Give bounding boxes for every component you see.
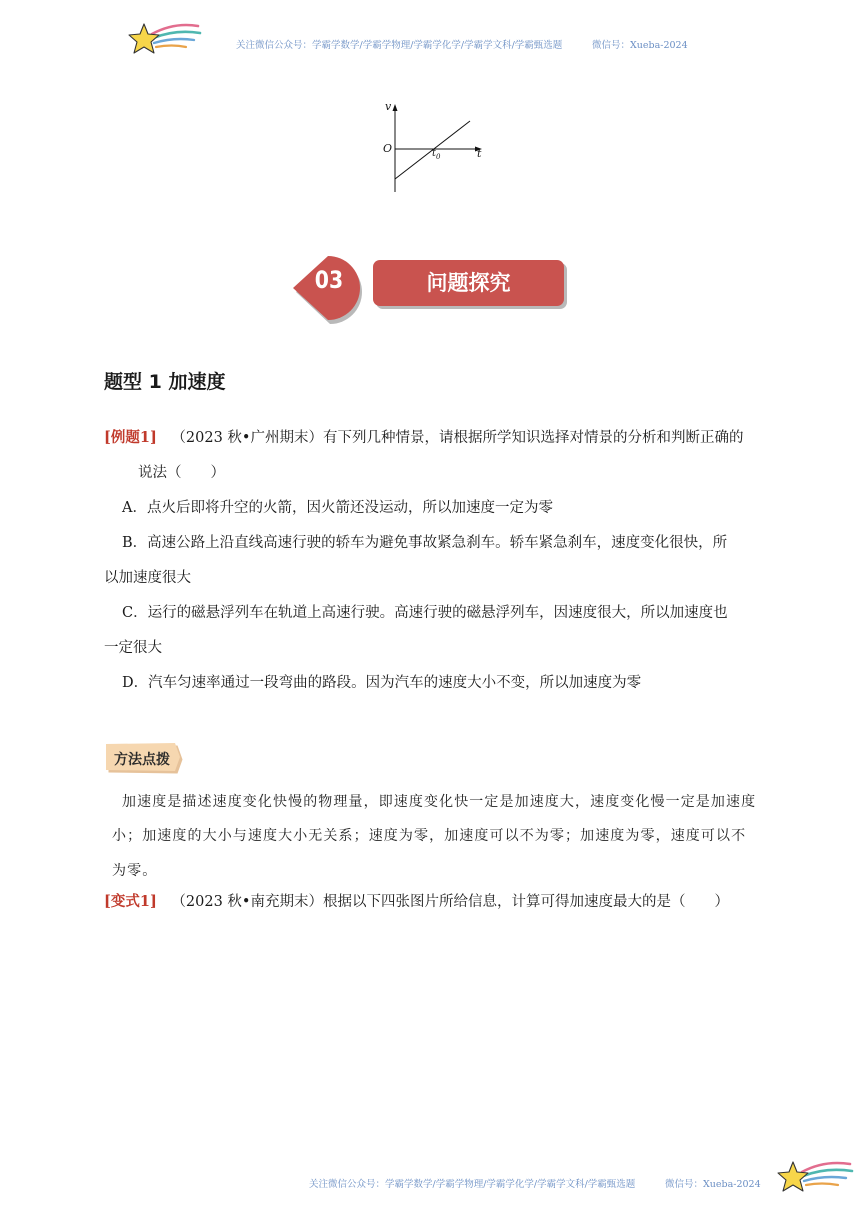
- header-wechat-id: 微信号：Xueba-2024: [592, 40, 688, 51]
- footer: [0, 1150, 868, 1227]
- vt-t0-label: [432, 148, 441, 161]
- method-line-1: 加速度是描述速度变化快慢的物理量，即速度变化快一定是加速度大，速度变化慢一定是加速度: [122, 794, 757, 810]
- header: [0, 0, 868, 70]
- example-1-stem-line1: （2023 秋•广州期末）有下列几种情景，请根据所学知识选择对情景的分析和判断正确的: [171, 430, 744, 446]
- method-badge: [104, 742, 180, 772]
- variant-1-tag: [变式1]: [104, 893, 157, 910]
- shooting-star-icon: [776, 1156, 854, 1200]
- example-1-tag: [例题1]: [104, 429, 157, 446]
- method-badge-label: 方法点拨: [114, 752, 170, 768]
- method-line-2: 小；加速度的大小与速度大小无关系；速度为零，加速度可以不为零；加速度为零，速度可以不: [112, 828, 747, 844]
- option-d: D．汽车匀速率通过一段弯曲的路段。因为汽车的速度大小不变，所以加速度为零: [122, 675, 642, 691]
- example-1-stem-line2: 说法（ ）: [138, 465, 225, 481]
- vt-origin-label: O: [383, 142, 393, 155]
- topic-title: 题型 1 加速度: [104, 371, 226, 393]
- option-b-continued: 以加速度很大: [104, 570, 191, 586]
- vt-axis-t-label: t: [477, 147, 482, 160]
- header-channels: 关注微信公众号：学霸学数学/学霸学物理/学霸学化学/学霸学文科/学霸甄选题: [236, 40, 563, 51]
- method-line-3: 为零。: [112, 863, 158, 879]
- footer-channels: 关注微信公众号：学霸学数学/学霸学物理/学霸学化学/学霸学文科/学霸甄选题: [309, 1179, 636, 1190]
- option-a: A．点火后即将升空的火箭，因火箭还没运动，所以加速度一定为零: [122, 500, 553, 516]
- banner-title: 问题探究: [426, 271, 511, 295]
- vt-graph: [380, 100, 490, 195]
- vt-t0-letter: t: [432, 148, 437, 159]
- example-1-stem: [104, 431, 743, 446]
- option-b: B．高速公路上沿直线高速行驶的轿车为避免事故紧急刹车。轿车紧急刹车，速度变化很快，所: [122, 535, 728, 551]
- vt-axis-v-label: v: [385, 100, 392, 113]
- option-c-continued: 一定很大: [104, 640, 162, 656]
- vt-t0-subscript: 0: [436, 153, 441, 161]
- variant-1: [104, 895, 729, 910]
- variant-1-stem: （2023 秋•南充期末）根据以下四张图片所给信息，计算可得加速度最大的是（ ）: [171, 894, 729, 910]
- banner-number: 03: [314, 266, 344, 294]
- section-banner: [292, 252, 572, 324]
- option-c: C．运行的磁悬浮列车在轨道上高速行驶。高速行驶的磁悬浮列车，因速度很大，所以加速度也: [122, 605, 728, 621]
- footer-wechat-id: 微信号：Xueba-2024: [665, 1179, 761, 1190]
- shooting-star-icon: [128, 20, 203, 62]
